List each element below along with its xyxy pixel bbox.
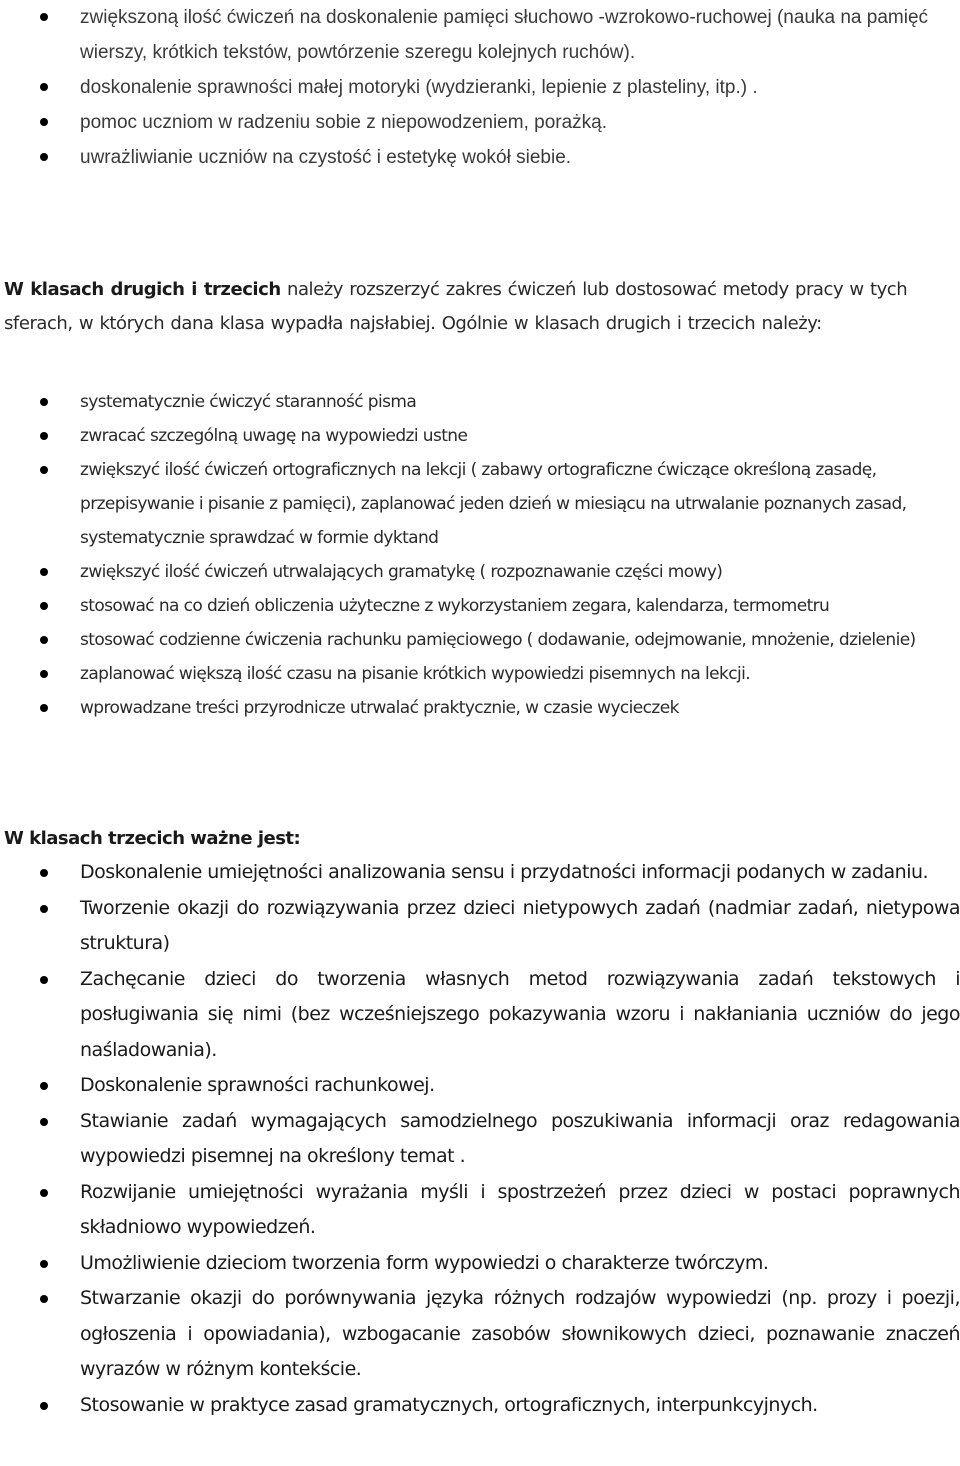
bullet-icon [40,976,48,984]
bullet-icon [40,432,48,440]
list-item [80,1246,960,1282]
bullet-icon [40,118,48,126]
list-item-text: Umożliwienie dzieciom tworzenia form wypowiedzi o charakterze twórczym. [80,1251,769,1274]
list-item-text: Stosowanie w praktyce zasad gramatycznych, ortograficznych, interpunkcyjnych. [80,1393,818,1416]
third-grade-heading: W klasach trzecich ważne jest: [4,828,301,849]
list-item-text: doskonalenie sprawności małej motoryki (wydzieranki, lepienie z plasteliny, itp.) . [80,77,758,98]
list-item [80,1281,960,1388]
list-item-text: zwiększoną ilość ćwiczeń na doskonalenie pamięci słuchowo -wzrokowo-ruchowej (nauka na pamięć wierszy, krótkich tekstów, powtórzenie szeregu kolejnych ruchów). [80,7,929,63]
list-item-text: Doskonalenie sprawności rachunkowej. [80,1074,435,1096]
list-item-text: Stawianie zadań wymagających samodzielnego poszukiwania informacji oraz redagowania wypowiedzi pisemnej na określony temat . [80,1109,960,1167]
bullet-icon [40,1295,48,1303]
bullet-icon [40,602,48,610]
list-item [80,555,960,589]
bullet-icon [40,1402,48,1410]
list-item [80,70,960,105]
list-item [80,385,960,419]
recommendations-list-2 [80,385,960,725]
list-item-text: Zachęcanie dzieci do tworzenia własnych metod rozwiązywania zadań tekstowych i posługiwania się nimi (bez wcześniejszego pokazywania wzoru i nakłaniania uczniów do jego naśladowania). [80,967,960,1061]
recommendations-list-1 [80,0,960,175]
list-item [80,140,960,175]
recommendations-list-3 [80,855,960,1423]
paragraph-text: należy rozszerzyć zakres ćwiczeń lub dostosować metody pracy w tych sferach, w których dana klasa wypadła najsłabiej. Ogólnie w klasach drugich i trzecich należy: [4,279,908,334]
list-item [80,105,960,140]
list-item-text: uwrażliwianie uczniów na czystość i estetykę wokół siebie. [80,147,572,168]
bullet-icon [40,905,48,913]
list-item [80,419,960,453]
bullet-icon [40,1082,48,1090]
list-item [80,855,960,891]
bullet-icon [40,670,48,678]
bullet-icon [40,466,48,474]
list-item-text: stosować codzienne ćwiczenia rachunku pamięciowego ( dodawanie, odejmowanie, mnożenie, dzielenie) [80,630,916,650]
list-item [80,1388,960,1424]
bullet-icon [40,1189,48,1197]
list-item [80,691,960,725]
list-item-text: Rozwijanie umiejętności wyrażania myśli i spostrzeżeń przez dzieci w postaci poprawnych składniowo wypowiedzeń. [80,1180,960,1238]
list-item-text: stosować na co dzień obliczenia użyteczne z wykorzystaniem zegara, kalendarza, termometru [80,596,830,616]
list-item-text: zwiększyć ilość ćwiczeń utrwalających gramatykę ( rozpoznawanie części mowy) [80,562,723,582]
list-item-text: wprowadzane treści przyrodnicze utrwalać praktycznie, w czasie wycieczek [80,698,679,718]
bullet-icon [40,398,48,406]
paragraph-bold-lead: W klasach drugich i trzecich [4,279,281,300]
bullet-icon [40,568,48,576]
list-item [80,657,960,691]
list-item-text: pomoc uczniom w radzeniu sobie z niepowodzeniem, porażką. [80,112,607,133]
bullet-icon [40,636,48,644]
list-item [80,962,960,1069]
list-item [80,0,960,70]
list-item [80,1068,960,1104]
list-item [80,1175,960,1246]
list-item-text: Doskonalenie umiejętności analizowania sensu i przydatności informacji podanych w zadaniu. [80,861,929,883]
bullet-icon [40,83,48,91]
list-item [80,453,960,555]
list-item [80,891,960,962]
list-item-text: zwiększyć ilość ćwiczeń ortograficznych na lekcji ( zabawy ortograficzne ćwiczące określoną zasadę, przepisywanie i pisanie z pamięci), zaplanować jeden dzień w miesiącu na utrwalanie poznanych zasad, systematycznie sprawdzać w formie dyktand [80,460,907,548]
list-item-text: zwracać szczególną uwagę na wypowiedzi ustne [80,426,468,446]
bullet-icon [40,704,48,712]
bullet-icon [40,1118,48,1126]
bullet-icon [40,13,48,21]
bullet-icon [40,869,48,877]
list-item-text: systematycznie ćwiczyć staranność pisma [80,392,417,412]
list-item [80,589,960,623]
list-item-text: Tworzenie okazji do rozwiązywania przez dzieci nietypowych zadań (nadmiar zadań, nietypowa struktura) [80,896,960,954]
list-item [80,1104,960,1175]
second-third-grade-paragraph [4,273,958,341]
bullet-icon [40,153,48,161]
list-item [80,623,960,657]
bullet-icon [40,1260,48,1268]
list-item-text: zaplanować większą ilość czasu na pisanie krótkich wypowiedzi pisemnych na lekcji. [80,664,751,684]
list-item-text: Stwarzanie okazji do porównywania języka różnych rodzajów wypowiedzi (np. prozy i poezji, ogłoszenia i opowiadania), wzbogacanie zasobów słownikowych dzieci, poznawanie znaczeń wyrazów w różnym kontekście. [80,1287,960,1380]
